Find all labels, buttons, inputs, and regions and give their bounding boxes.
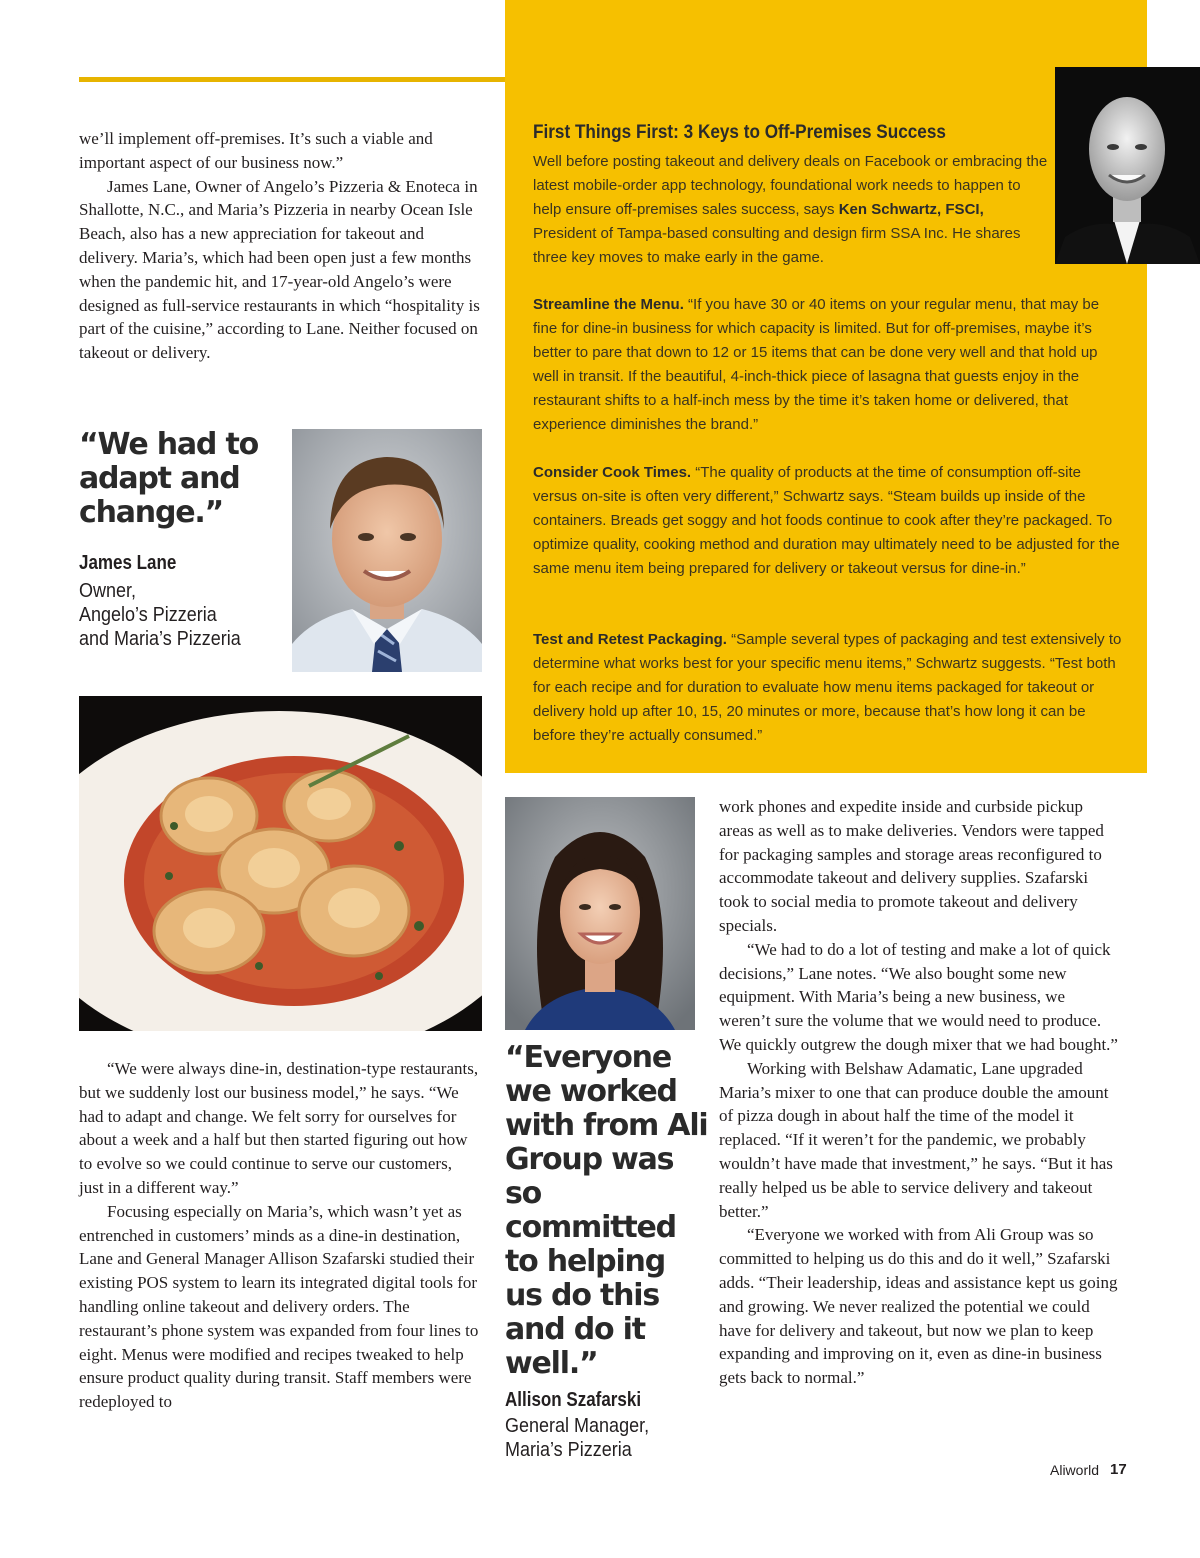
ravioli-dish-photo: [79, 696, 482, 1031]
column1-bottom-text: [79, 1057, 479, 1414]
pull-quote-lane: “We had to adapt and change.”: [79, 427, 259, 530]
pull-quote-szafarski: “Everyone we worked with from Ali Group was so committed to helping us do this and do it well.”: [505, 1040, 708, 1381]
sidebar-intro: [533, 150, 1048, 270]
paragraph: “Everyone we worked with from Ali Group was so committed to helping us do this and do it well,” Szafarski adds. “Their leadership, ideas and assistance kept us going and growing. We never realized the potential we could have for delivery and takeout, but now we plan to keep expanding and improving on it, even as dine-in business gets back to normal.”: [719, 1225, 1118, 1388]
paragraph: James Lane, Owner of Angelo’s Pizzeria & Enoteca in Shallotte, N.C., and Maria’s Pizzeria in nearby Ocean Isle Beach, also has a new appreciation for takeout and delivery. Maria’s, which had been open just a few months when the pandemic hit, and 17-year-old Angelo’s were designed as full-service restaurants in which “hospitality is part of the cuisine,” according to Lane. Neither focused on takeout or delivery.: [79, 176, 480, 363]
sidebar-title: First Things First: 3 Keys to Off-Premises Success: [533, 121, 946, 143]
attribution-role: Maria’s Pizzeria: [505, 1439, 632, 1461]
portrait-james-lane: [292, 429, 482, 672]
attribution-role: and Maria’s Pizzeria: [79, 628, 241, 650]
tip-packaging: [533, 628, 1123, 748]
tip-body: “The quality of products at the time of consumption off-site versus on-site is often very different,” Schwartz says. “Steam builds up inside of the containers. Breads get soggy and hot foods continue to cook after they’re packaged. To optimize quality, cooking method and duration may ultimately need to be adjusted for the same menu item being prepared for delivery or takeout versus for dine-in.”: [533, 464, 1120, 577]
paragraph: we’ll implement off-premises. It’s such a viable and important aspect of our business now.”: [79, 129, 433, 172]
attribution-role: Angelo’s Pizzeria: [79, 604, 217, 626]
column3-text: [719, 795, 1119, 1390]
column1-top-text: [79, 127, 483, 365]
page-number: 17: [1110, 1461, 1127, 1478]
portrait-ken-schwartz: [1055, 67, 1200, 264]
paragraph: “We were always dine-in, destination-type restaurants, but we suddenly lost our business model,” he says. “We had to adapt and change. We felt sorry for ourselves for about a week and a half but then started figuring out how to evolve so we could continue to serve our customers, just in a different way.”: [79, 1059, 479, 1197]
magazine-name: Aliworld: [1050, 1462, 1100, 1478]
portrait-allison-szafarski: [505, 797, 695, 1030]
tip-heading: Test and Retest Packaging.: [533, 631, 727, 648]
tip-body: “If you have 30 or 40 items on your regular menu, that may be fine for dine-in business for which capacity is limited. But for off-premises, maybe it’s better to pare that down to 12 or 15 items that can be done very well and that hold up well in transit. If the beautiful, 4-inch-thick piece of lasagna that guests enjoy in the restaurant shifts to a half-inch mess by the time it’s taken home or delivered, that experience diminishes the brand.”: [533, 296, 1100, 433]
tip-heading: Consider Cook Times.: [533, 464, 692, 481]
attribution-role: General Manager,: [505, 1415, 650, 1437]
sidebar-intro-name: Ken Schwartz, FSCI,: [838, 201, 984, 218]
paragraph: work phones and expedite inside and curbside pickup areas as well as to make deliveries. Vendors were tapped for packaging samples and storage areas reconfigured to accommodate takeout and delivery supplies. Szafarski took to social media to promote takeout and delivery specials.: [719, 797, 1104, 935]
paragraph: “We had to do a lot of testing and make a lot of quick decisions,” Lane notes. “We also bought some new equipment. With Maria’s being a new business, we weren’t sure the volume that we would need to produce. We quickly outgrew the dough mixer that we had bought.”: [719, 939, 1118, 1054]
top-accent-rule: [79, 77, 505, 82]
attribution-name: Allison Szafarski: [505, 1389, 642, 1411]
attribution-name: James Lane: [79, 552, 177, 574]
tip-streamline-menu: [533, 293, 1123, 437]
tip-heading: Streamline the Menu.: [533, 296, 684, 313]
attribution-role: Owner,: [79, 580, 137, 602]
tip-body: “Sample several types of packaging and test extensively to determine what works best for your specific menu items,” Schwartz suggests. “Test both for each recipe and for duration to evaluate how menu items packaged for takeout or delivery hold up after 10, 15, 20 minutes or more, because that’s how long it can be before they’re actually consumed.”: [533, 631, 1122, 744]
paragraph: Working with Belshaw Adamatic, Lane upgraded Maria’s mixer to one that can produce double the amount of pizza dough in about half the time of the model it replaced. “If it weren’t for the pandemic, we probably wouldn’t have made that investment,” he says. “But it has really helped us be able to service delivery and takeout better.”: [719, 1058, 1113, 1221]
sidebar-intro-text: Well before posting takeout and delivery deals on Facebook or embracing the latest mobile-order app technology, foundational work needs to happen to help ensure off-premises sales success, says: [533, 153, 1048, 218]
paragraph: Focusing especially on Maria’s, which wasn’t yet as entrenched in customers’ minds as a dine-in destination, Lane and General Manager Allison Szafarski studied their existing POS system to learn its integrated digital tools for handling online takeout and delivery orders. The restaurant’s phone system was expanded from four lines to eight. Menus were modified and recipes tweaked to help ensure product quality during transit. Staff members were redeployed to: [79, 1201, 479, 1412]
sidebar-intro-text: President of Tampa-based consulting and design firm SSA Inc. He shares three key moves to make early in the game.: [533, 225, 1021, 266]
tip-cook-times: [533, 461, 1123, 581]
